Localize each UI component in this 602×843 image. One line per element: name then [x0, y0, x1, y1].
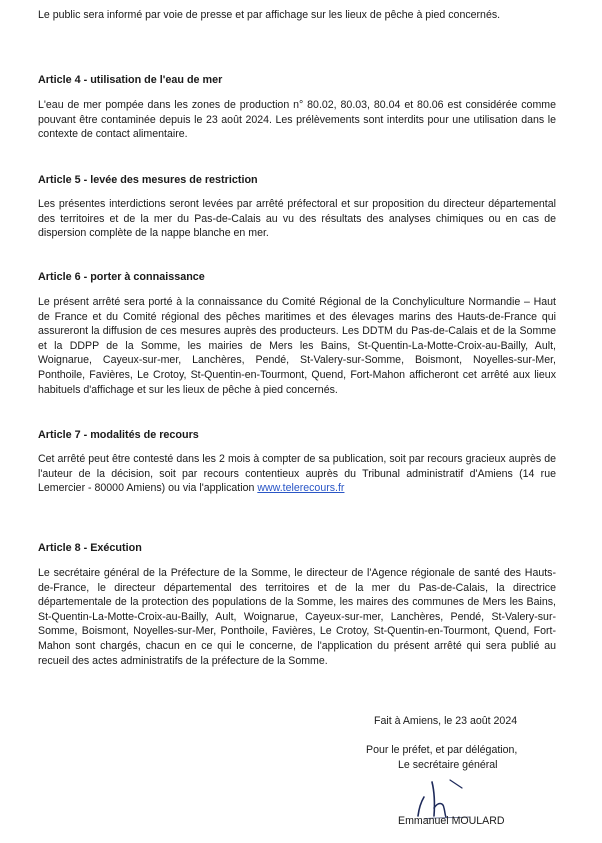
article-8-text: Le secrétaire général de la Préfecture de la Somme, le directeur de l'Agence régionale de santé des Hauts-de-France, le directeur départemental des territoires et de la mer du Pas-de-Calais, la directrice départementale de la protection des populations de la Somme, les maires des communes de Mers les Bains, St-Quentin-La-Motte-Croix-au-Bailly, Ault, Woignarue, Cayeux-sur-mer, Lanchères, Pendé, St-Valery-sur-Somme, Boismont, Noyelles-sur-Mer, Ponthoile, Favières, Le Crotoy, St-Quentin-en-Tourmont, Quend, Fort-Mahon sont chargés, chacun en ce qui le concerne, de l'application du présent arrêté qui sera publié au recueil des actes administratifs de la préfecture de la Somme. — [38, 567, 556, 667]
article-5-title: Article 5 - levée des mesures de restriction — [38, 174, 258, 186]
article-8-title: Article 8 - Exécution — [38, 542, 142, 554]
article-6-title: Article 6 - porter à connaissance — [38, 271, 205, 283]
article-7-title: Article 7 - modalités de recours — [38, 429, 199, 441]
delegation-line: Pour le préfet, et par délégation, — [366, 744, 518, 756]
article-4-text: L'eau de mer pompée dans les zones de production n° 80.02, 80.03, 80.04 et 80.06 est considérée comme pouvant être contaminée depuis le 23 août 2024. Les prélèvements sont interdits pour une utilisation dans le contexte de contact alimentaire. — [38, 99, 556, 141]
article-7-text — [38, 452, 556, 496]
article-5-text: Les présentes interdictions seront levées par arrêté préfectoral et sur proposition du directeur départemental des territoires et de la mer du Pas-de-Calais au vu des résultats des analyses chimiques ou en cas de dispersion complète de la nappe blanche en mer. — [38, 198, 556, 240]
telerecours-link[interactable]: www.telerecours.fr — [257, 482, 345, 495]
place-and-date: Fait à Amiens, le 23 août 2024 — [374, 715, 518, 727]
article-6-text: Le présent arrêté sera porté à la connaissance du Comité Régional de la Conchyliculture Normandie – Haut de France et du Comité régional des pêches maritimes et des élevages marins des Hauts-de-France qui assureront la diffusion de ces mesures auprès des producteurs. Les DDTM du Pas-de-Calais et de la Somme et la DDPP de la Somme, les mairies de Mers les Bains, St-Quentin-La-Motte-Croix-au-Bailly, Ault, Woignarue, Cayeux-sur-mer, Lanchères, Pendé, St-Valery-sur-Somme, Boismont, Noyelles-sur-Mer, Ponthoile, Favières, Le Crotoy, St-Quentin-en-Tourmont, Quend, Fort-Mahon afficheront cet arrêté aux lieux habituels d'affichage et sur les lieux de pêche à pied concernés. — [38, 296, 556, 396]
intro-paragraph: Le public sera informé par voie de presse et par affichage sur les lieux de pêche à pied concernés. — [38, 9, 501, 21]
signatory-role: Le secrétaire général — [398, 759, 498, 771]
signatory-name: Emmanuel MOULARD — [398, 815, 505, 827]
article-4-title: Article 4 - utilisation de l'eau de mer — [38, 74, 223, 86]
article-7-body: Cet arrêté peut être contesté dans les 2 mois à compter de sa publication, soit par recours gracieux auprès de l'auteur de la décision, soit par recours contentieux auprès du Tribunal administratif d'Amiens (14 rue Lemercier - 80000 Amiens) ou via l'application — [38, 453, 556, 495]
